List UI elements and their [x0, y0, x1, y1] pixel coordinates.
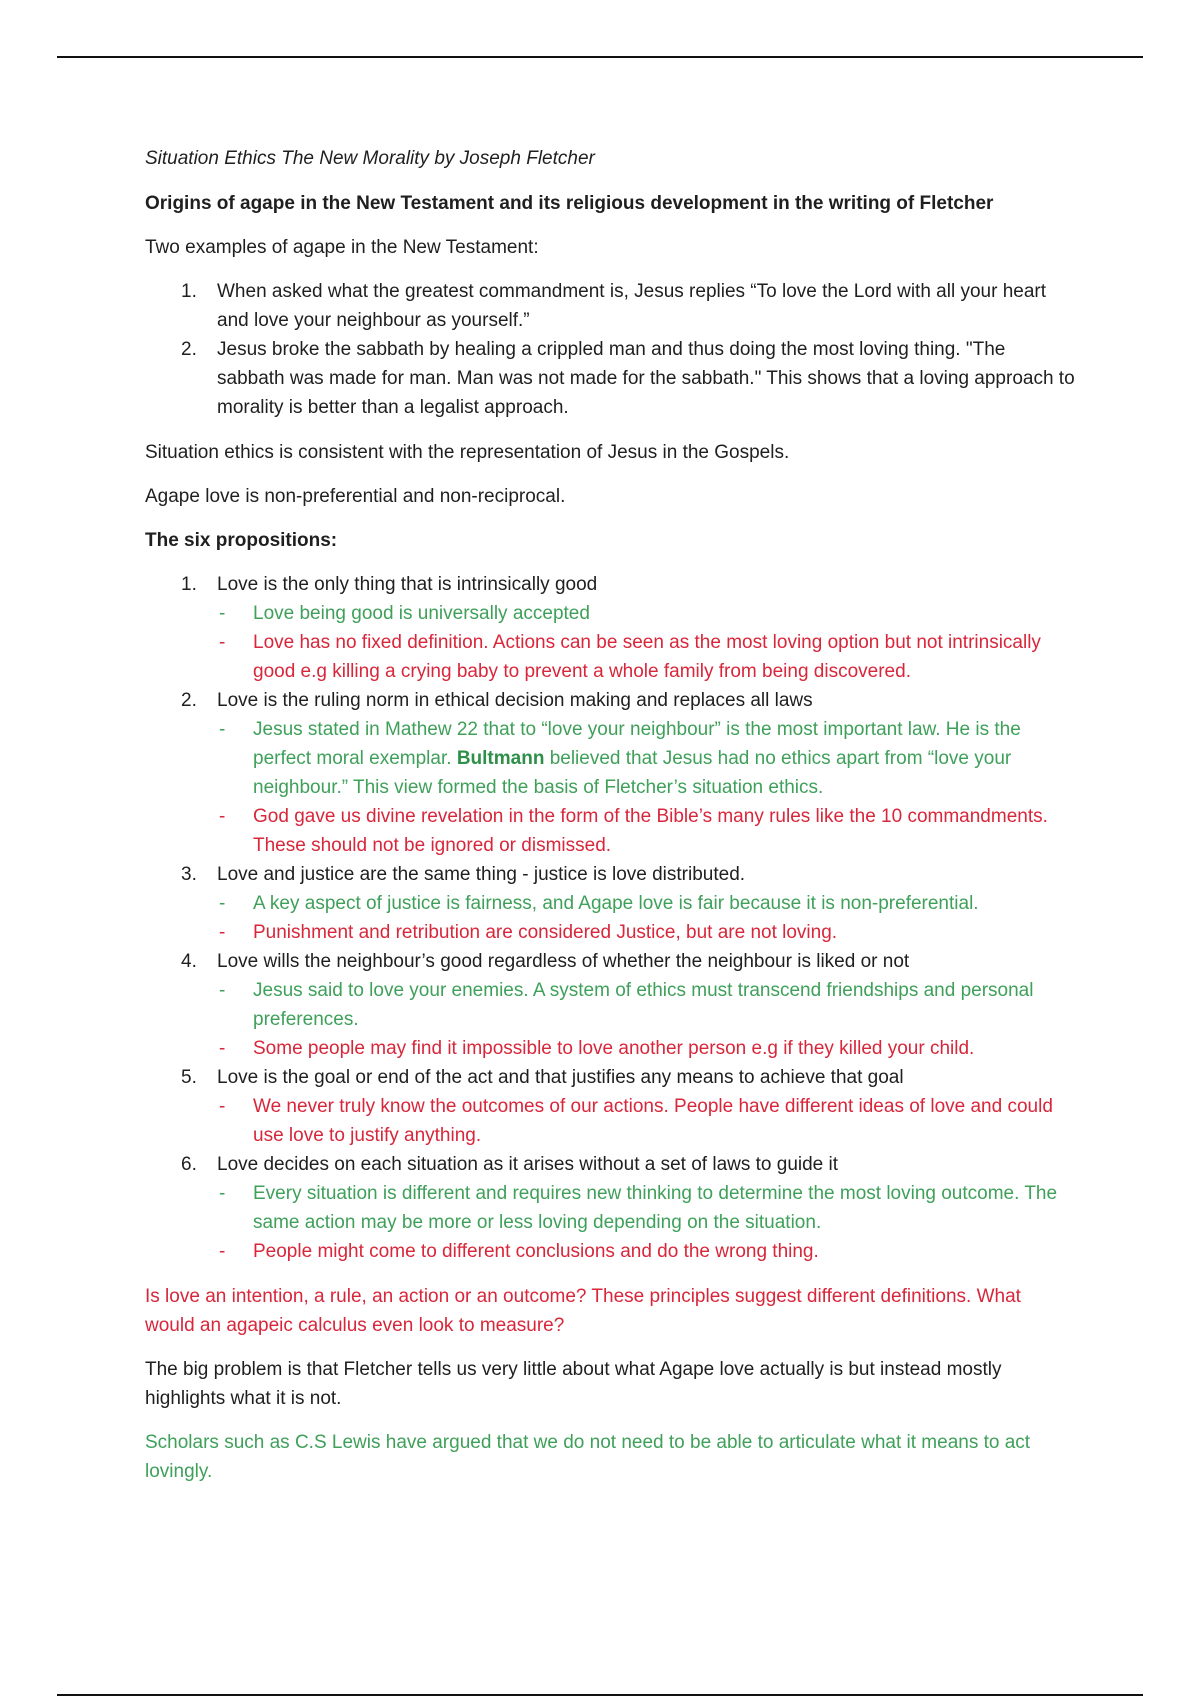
dash-bullet: -	[219, 922, 226, 943]
proposition-evaluation	[217, 976, 1075, 1063]
criticism-point	[217, 918, 1075, 947]
dash-bullet: -	[219, 893, 226, 914]
page-top-rule	[57, 56, 1143, 58]
proposition-text: Love is the goal or end of the act and that justifies any means to achieve that goal	[217, 1067, 904, 1088]
propositions-heading: The six propositions:	[145, 530, 338, 551]
examples-intro: Two examples of agape in the New Testament:	[145, 237, 539, 258]
point-text: Every situation is different and requires new thinking to determine the most loving outcome. The same action may be more or less loving depending on the situation.	[253, 1183, 1058, 1233]
list-item-text: Jesus broke the sabbath by healing a crippled man and thus doing the most loving thing. "The sabbath was made for man. Man was not made for the sabbath." This shows that a loving approach to morality is better than a legalist approach.	[217, 339, 1075, 418]
point-text: We never truly know the outcomes of our actions. People have different ideas of love and could use love to justify anything.	[253, 1096, 1053, 1146]
list-number: 1.	[181, 574, 197, 595]
point-text: Punishment and retribution are considered Justice, but are not loving.	[253, 922, 838, 943]
big-problem-paragraph: The big problem is that Fletcher tells us very little about what Agape love actually is but instead mostly highlights what it is not.	[145, 1359, 1002, 1409]
point-text: Jesus said to love your enemies. A system of ethics must transcend friendships and personal preferences.	[253, 980, 1034, 1030]
list-number: 3.	[181, 864, 197, 885]
definition-question: Is love an intention, a rule, an action or an outcome? These principles suggest different definitions. What would an agapeic calculus even look to measure?	[145, 1286, 1021, 1336]
origins-heading: Origins of agape in the New Testament and its religious development in the writing of Fletcher	[145, 193, 994, 214]
point-text: believed that Jesus had no ethics apart from “love your neighbour.” This view formed the basis of Fletcher’s situation ethics.	[253, 748, 1012, 798]
list-number: 5.	[181, 1067, 197, 1088]
scholars-paragraph: Scholars such as C.S Lewis have argued that we do not need to be able to articulate what it means to act lovingly.	[145, 1432, 1031, 1482]
dash-bullet: -	[219, 1241, 226, 1262]
proposition-evaluation	[217, 889, 1075, 947]
point-text: Jesus stated in Mathew 22 that to “love your neighbour” is the most important law. He is the perfect moral exemplar.	[253, 719, 1021, 769]
dash-bullet: -	[219, 632, 226, 653]
list-number: 6.	[181, 1154, 197, 1175]
criticism-point	[217, 1034, 1075, 1063]
dash-bullet: -	[219, 1038, 226, 1059]
dash-bullet: -	[219, 980, 226, 1001]
criticism-point	[217, 1092, 1075, 1150]
consistency-paragraph: Situation ethics is consistent with the representation of Jesus in the Gospels.	[145, 442, 790, 463]
point-text: God gave us divine revelation in the form of the Bible’s many rules like the 10 commandments. These should not be ignored or dismissed.	[253, 806, 1048, 856]
dash-bullet: -	[219, 1183, 226, 1204]
agape-paragraph: Agape love is non-preferential and non-reciprocal.	[145, 486, 566, 507]
proposition-item	[145, 860, 1075, 947]
dash-bullet: -	[219, 1096, 226, 1117]
scholar-name: Bultmann	[456, 748, 545, 769]
list-item	[145, 277, 1075, 335]
criticism-point	[217, 628, 1075, 686]
list-item-text: When asked what the greatest commandment is, Jesus replies “To love the Lord with all your heart and love your neighbour as yourself.”	[217, 281, 1047, 331]
proposition-evaluation	[217, 599, 1075, 686]
list-number: 4.	[181, 951, 197, 972]
document-body	[145, 144, 1075, 1501]
supporting-point	[217, 599, 1075, 628]
criticism-point	[217, 802, 1075, 860]
proposition-item	[145, 570, 1075, 686]
point-text: Some people may find it impossible to love another person e.g if they killed your child.	[253, 1038, 975, 1059]
proposition-item	[145, 686, 1075, 860]
supporting-point	[217, 976, 1075, 1034]
point-text: Love has no fixed definition. Actions can be seen as the most loving option but not intrinsically good e.g killing a crying baby to prevent a whole family from being discovered.	[253, 632, 1041, 682]
dash-bullet: -	[219, 603, 226, 624]
list-number: 1.	[181, 281, 197, 302]
point-text: Love being good is universally accepted	[253, 603, 590, 624]
supporting-point	[217, 889, 1075, 918]
dash-bullet: -	[219, 719, 226, 740]
proposition-text: Love and justice are the same thing - justice is love distributed.	[217, 864, 746, 885]
supporting-point	[217, 1179, 1075, 1237]
supporting-point	[217, 715, 1075, 802]
proposition-item	[145, 947, 1075, 1063]
proposition-item	[145, 1150, 1075, 1266]
propositions-list	[145, 570, 1075, 1266]
proposition-text: Love is the only thing that is intrinsically good	[217, 574, 598, 595]
document-title: Situation Ethics The New Morality by Joseph Fletcher	[145, 148, 595, 169]
point-text: People might come to different conclusions and do the wrong thing.	[253, 1241, 819, 1262]
proposition-item	[145, 1063, 1075, 1150]
proposition-text: Love is the ruling norm in ethical decision making and replaces all laws	[217, 690, 813, 711]
agape-examples-list	[145, 277, 1075, 422]
point-text: A key aspect of justice is fairness, and Agape love is fair because it is non-preferential.	[253, 893, 979, 914]
proposition-evaluation	[217, 715, 1075, 860]
proposition-evaluation	[217, 1179, 1075, 1266]
dash-bullet: -	[219, 806, 226, 827]
page-bottom-rule	[57, 1694, 1143, 1696]
proposition-text: Love decides on each situation as it arises without a set of laws to guide it	[217, 1154, 839, 1175]
proposition-evaluation	[217, 1092, 1075, 1150]
proposition-text: Love wills the neighbour’s good regardless of whether the neighbour is liked or not	[217, 951, 910, 972]
list-number: 2.	[181, 690, 197, 711]
criticism-point	[217, 1237, 1075, 1266]
list-item	[145, 335, 1075, 422]
list-number: 2.	[181, 339, 197, 360]
